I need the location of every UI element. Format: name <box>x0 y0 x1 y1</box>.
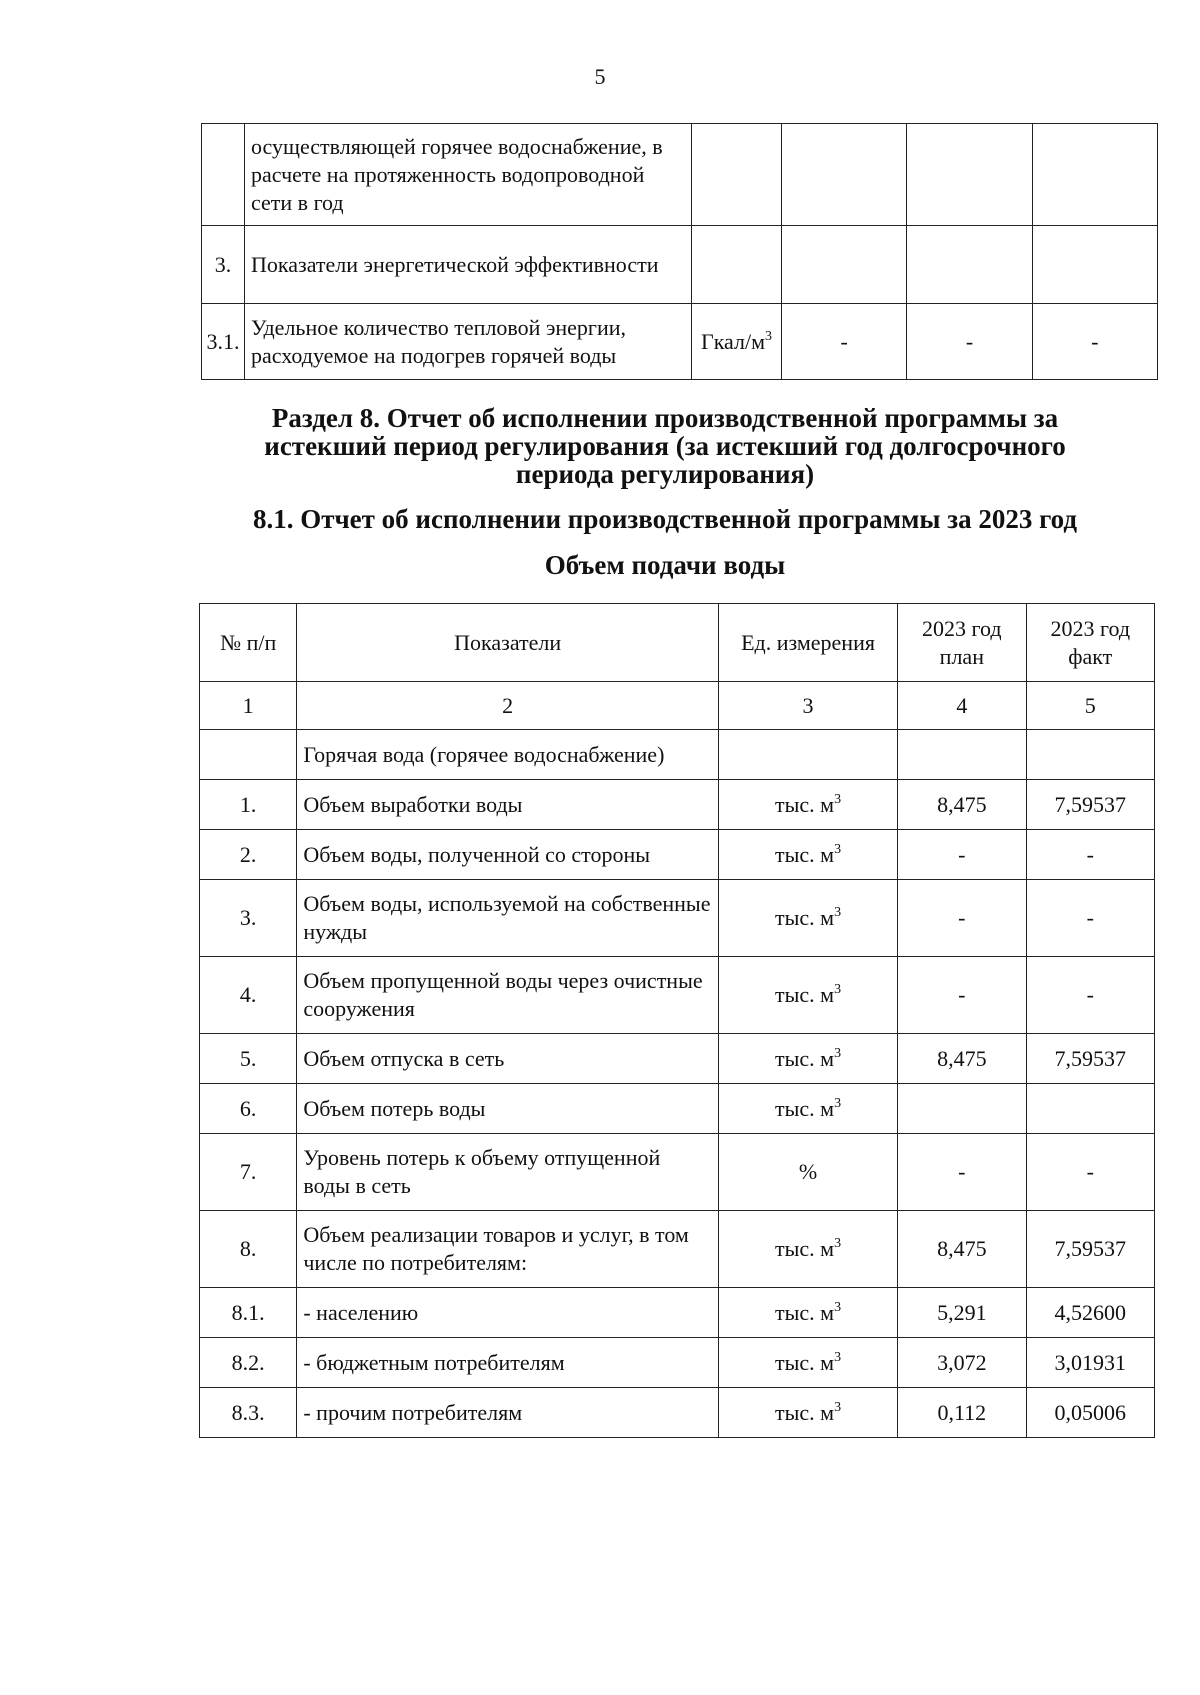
unit-cell <box>718 1034 897 1084</box>
unit-text: тыс. м <box>774 1399 835 1425</box>
unit-cell <box>718 880 897 957</box>
indicator-text: Объем выработки воды <box>297 780 719 830</box>
indicator-text: - бюджетным потребителям <box>297 1338 719 1388</box>
fact-value <box>1026 730 1154 780</box>
indicator-text: Объем пропущенной воды через очистные сооружения <box>297 957 719 1034</box>
table-row <box>200 957 1155 1034</box>
unit-superscript: 3 <box>834 905 842 920</box>
row-number <box>200 730 297 780</box>
unit-text: тыс. м <box>774 1095 835 1121</box>
fact-value: - <box>1026 957 1154 1034</box>
unit-cell <box>692 304 782 380</box>
column-number: 4 <box>898 682 1026 730</box>
header-indicator: Показатели <box>297 604 719 682</box>
indicator-text: Удельное количество тепловой энергии, расходуемое на подогрев горячей воды <box>245 304 692 380</box>
unit-text: тыс. м <box>774 1045 835 1071</box>
unit-superscript: 3 <box>834 1045 842 1061</box>
section-8-heading <box>150 404 1180 488</box>
row-number: 3. <box>202 226 245 304</box>
row-number: 2. <box>200 830 297 880</box>
unit-cell <box>718 730 897 780</box>
header-plan-line: 2023 год <box>922 615 1002 641</box>
unit-text: тыс. м <box>774 905 835 930</box>
water-table-body <box>200 682 1155 1438</box>
row-number: 3.1. <box>202 304 245 380</box>
table-row <box>200 880 1155 957</box>
unit-text: тыс. м <box>774 1349 835 1375</box>
unit-cell <box>718 957 897 1034</box>
value-cell <box>907 226 1032 304</box>
unit-text: Гкал/м <box>700 328 766 354</box>
column-number: 2 <box>297 682 719 730</box>
value-cell <box>907 124 1032 226</box>
indicator-text: Показатели энергетической эффективности <box>245 226 692 304</box>
fact-value: 3,01931 <box>1026 1338 1154 1388</box>
unit-cell <box>718 830 897 880</box>
unit-cell <box>718 1288 897 1338</box>
plan-value: - <box>898 880 1026 957</box>
table-row <box>200 730 1155 780</box>
column-number: 1 <box>200 682 297 730</box>
indicator-text: Горячая вода (горячее водоснабжение) <box>297 730 719 780</box>
row-number: 6. <box>200 1084 297 1134</box>
header-plan <box>898 604 1026 682</box>
value-cell <box>1032 226 1157 304</box>
table-row <box>200 1134 1155 1211</box>
heading-line: истекший период регулирования (за истекший год долгосрочного <box>264 431 1066 461</box>
row-number: 5. <box>200 1034 297 1084</box>
table-row <box>200 1388 1155 1438</box>
fact-value <box>1026 1084 1154 1134</box>
unit-cell <box>718 1084 897 1134</box>
plan-value: - <box>898 957 1026 1034</box>
page-number: 5 <box>594 64 606 89</box>
table-row <box>200 1034 1155 1084</box>
header-plan-line: план <box>939 643 984 669</box>
table-row <box>202 124 1158 226</box>
row-number: 3. <box>200 880 297 957</box>
fact-value: 7,59537 <box>1026 1211 1154 1288</box>
water-supply-table <box>199 603 1155 1438</box>
indicator-text: осуществляющей горячее водоснабжение, в расчете на протяженность водопроводной сети в год <box>245 124 692 226</box>
indicator-text: - населению <box>297 1288 719 1338</box>
unit-cell <box>718 780 897 830</box>
indicator-text: Объем потерь воды <box>297 1084 719 1134</box>
fact-value: 7,59537 <box>1026 1034 1154 1084</box>
fact-value: 7,59537 <box>1026 780 1154 830</box>
value-cell: - <box>1032 304 1157 380</box>
fact-value: 4,52600 <box>1026 1288 1154 1338</box>
heading-line: Раздел 8. Отчет об исполнении производственной программы за <box>271 403 1059 433</box>
heading-line: периода регулирования) <box>515 459 815 489</box>
table-row <box>200 780 1155 830</box>
indicator-text: Объем реализации товаров и услуг, в том числе по потребителям: <box>297 1211 719 1288</box>
unit-cell <box>718 1211 897 1288</box>
plan-value <box>898 1084 1026 1134</box>
value-cell <box>1032 124 1157 226</box>
unit-superscript: 3 <box>834 1236 842 1251</box>
unit-cell <box>692 124 782 226</box>
plan-value: 5,291 <box>898 1288 1026 1338</box>
unit-text: тыс. м <box>774 841 835 867</box>
row-number: 8.2. <box>200 1338 297 1388</box>
unit-text: тыс. м <box>774 1299 835 1325</box>
top-indicators-table <box>201 123 1158 380</box>
value-cell: - <box>782 304 907 380</box>
column-number: 5 <box>1026 682 1154 730</box>
row-number: 1. <box>200 780 297 830</box>
header-fact-line: 2023 год <box>1050 615 1131 641</box>
unit-superscript: 3 <box>834 1399 842 1415</box>
table-row <box>202 304 1158 380</box>
fact-value: - <box>1026 880 1154 957</box>
unit-superscript: 3 <box>834 1095 842 1111</box>
fact-value: - <box>1026 1134 1154 1211</box>
row-number: 8. <box>200 1211 297 1288</box>
unit-cell <box>718 1134 897 1211</box>
header-unit: Ед. измерения <box>718 604 897 682</box>
plan-value: 8,475 <box>898 1034 1026 1084</box>
value-cell: - <box>907 304 1032 380</box>
unit-cell <box>718 1388 897 1438</box>
unit-superscript: 3 <box>834 1349 842 1365</box>
unit-superscript: 3 <box>765 328 773 344</box>
row-number: 8.3. <box>200 1388 297 1438</box>
plan-value: - <box>898 830 1026 880</box>
header-row <box>200 604 1155 682</box>
header-fact-line: факт <box>1068 643 1113 669</box>
plan-value: 0,112 <box>898 1388 1026 1438</box>
unit-cell <box>718 1338 897 1388</box>
unit-superscript: 3 <box>834 1299 842 1315</box>
table-row <box>200 1084 1155 1134</box>
indicator-text: - прочим потребителям <box>297 1388 719 1438</box>
plan-value: 3,072 <box>898 1338 1026 1388</box>
unit-superscript: 3 <box>834 791 842 807</box>
unit-cell <box>692 226 782 304</box>
row-number: 4. <box>200 957 297 1034</box>
unit-text: тыс. м <box>774 982 835 1007</box>
row-number: 8.1. <box>200 1288 297 1338</box>
table-row <box>200 1288 1155 1338</box>
fact-value: - <box>1026 830 1154 880</box>
value-cell <box>782 226 907 304</box>
plan-value <box>898 730 1026 780</box>
unit-text: тыс. м <box>774 1236 835 1261</box>
table-row <box>200 1211 1155 1288</box>
section-8-1-heading: 8.1. Отчет об исполнении производственной программы за 2023 год <box>252 504 1078 534</box>
column-number-row <box>200 682 1155 730</box>
table-row <box>200 1338 1155 1388</box>
indicator-text: Объем отпуска в сеть <box>297 1034 719 1084</box>
table-title: Объем подачи воды <box>544 550 786 580</box>
unit-superscript: 3 <box>834 841 842 857</box>
fact-value: 0,05006 <box>1026 1388 1154 1438</box>
unit-text: % <box>798 1159 818 1184</box>
row-number: 7. <box>200 1134 297 1211</box>
plan-value: - <box>898 1134 1026 1211</box>
plan-value: 8,475 <box>898 780 1026 830</box>
column-number: 3 <box>718 682 897 730</box>
table-row <box>200 830 1155 880</box>
indicator-text: Уровень потерь к объему отпущенной воды в сеть <box>297 1134 719 1211</box>
header-num: № п/п <box>200 604 297 682</box>
value-cell <box>782 124 907 226</box>
unit-text: тыс. м <box>774 791 835 817</box>
indicator-text: Объем воды, полученной со стороны <box>297 830 719 880</box>
indicator-text: Объем воды, используемой на собственные нужды <box>297 880 719 957</box>
unit-superscript: 3 <box>834 982 842 997</box>
header-fact <box>1026 604 1154 682</box>
plan-value: 8,475 <box>898 1211 1026 1288</box>
row-number <box>202 124 245 226</box>
table-row <box>202 226 1158 304</box>
